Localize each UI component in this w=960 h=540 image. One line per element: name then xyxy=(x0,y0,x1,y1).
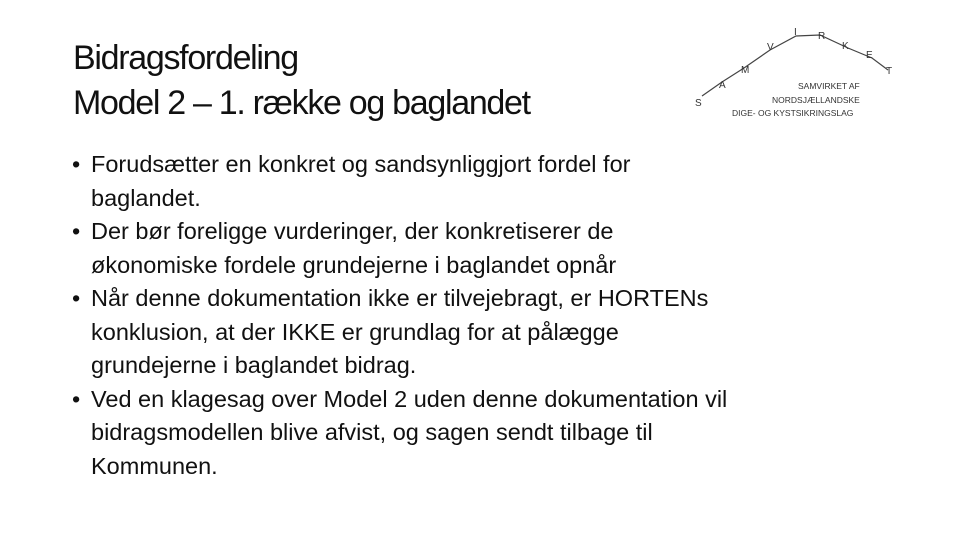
bullet-line: konklusion, at der IKKE er grundlag for at pålægge xyxy=(91,318,619,345)
logo-letter-m: M xyxy=(741,65,750,76)
bullet-line: • Der bør foreligge vurderinger, der konkretiserer de xyxy=(91,218,614,244)
logo-text-line-3: DIGE- OG KYSTSIKRINGSLAG xyxy=(732,108,854,118)
logo-text-line-1: SAMVIRKET AF xyxy=(798,81,860,91)
logo-letter-e: E xyxy=(866,50,873,61)
slide-title xyxy=(73,36,530,126)
logo-letter-s: S xyxy=(695,98,702,109)
bullet-line: baglandet. xyxy=(91,184,201,211)
title-line-1: Bidragsfordeling xyxy=(73,39,298,77)
logo-letter-r: R xyxy=(818,31,826,42)
logo-letter-i: I xyxy=(794,27,797,38)
bullet-line: • Forudsætter en konkret og sandsynliggjort fordel for xyxy=(91,151,631,177)
bullet-line: • Når denne dokumentation ikke er tilvejebragt, er HORTENs xyxy=(91,285,709,311)
bullet-line: • Ved en klagesag over Model 2 uden denne dokumentation vil xyxy=(91,385,728,412)
bullet-line: grundejerne i baglandet bidrag. xyxy=(91,352,417,378)
bullet-line: økonomiske fordele grundejerne i baglandet opnår xyxy=(91,251,617,278)
logo-letter-t: T xyxy=(886,66,893,77)
logo-letter-v: V xyxy=(767,42,774,53)
logo-letter-a: A xyxy=(719,80,726,91)
bullet-list xyxy=(72,148,922,483)
bullet-line: Kommunen. xyxy=(91,452,218,479)
bullet-item xyxy=(72,282,922,383)
bullet-item xyxy=(72,215,922,282)
logo-letter-k: K xyxy=(842,41,849,52)
bullet-item xyxy=(72,383,922,484)
title-line-2: Model 2 – 1. række og baglandet xyxy=(73,84,530,122)
bullet-line: bidragsmodellen blive afvist, og sagen sendt tilbage til xyxy=(91,419,653,445)
bullet-item xyxy=(72,148,922,215)
samvirket-logo xyxy=(692,26,904,126)
logo-text-line-2: NORDSJÆLLANDSKE xyxy=(772,95,860,105)
